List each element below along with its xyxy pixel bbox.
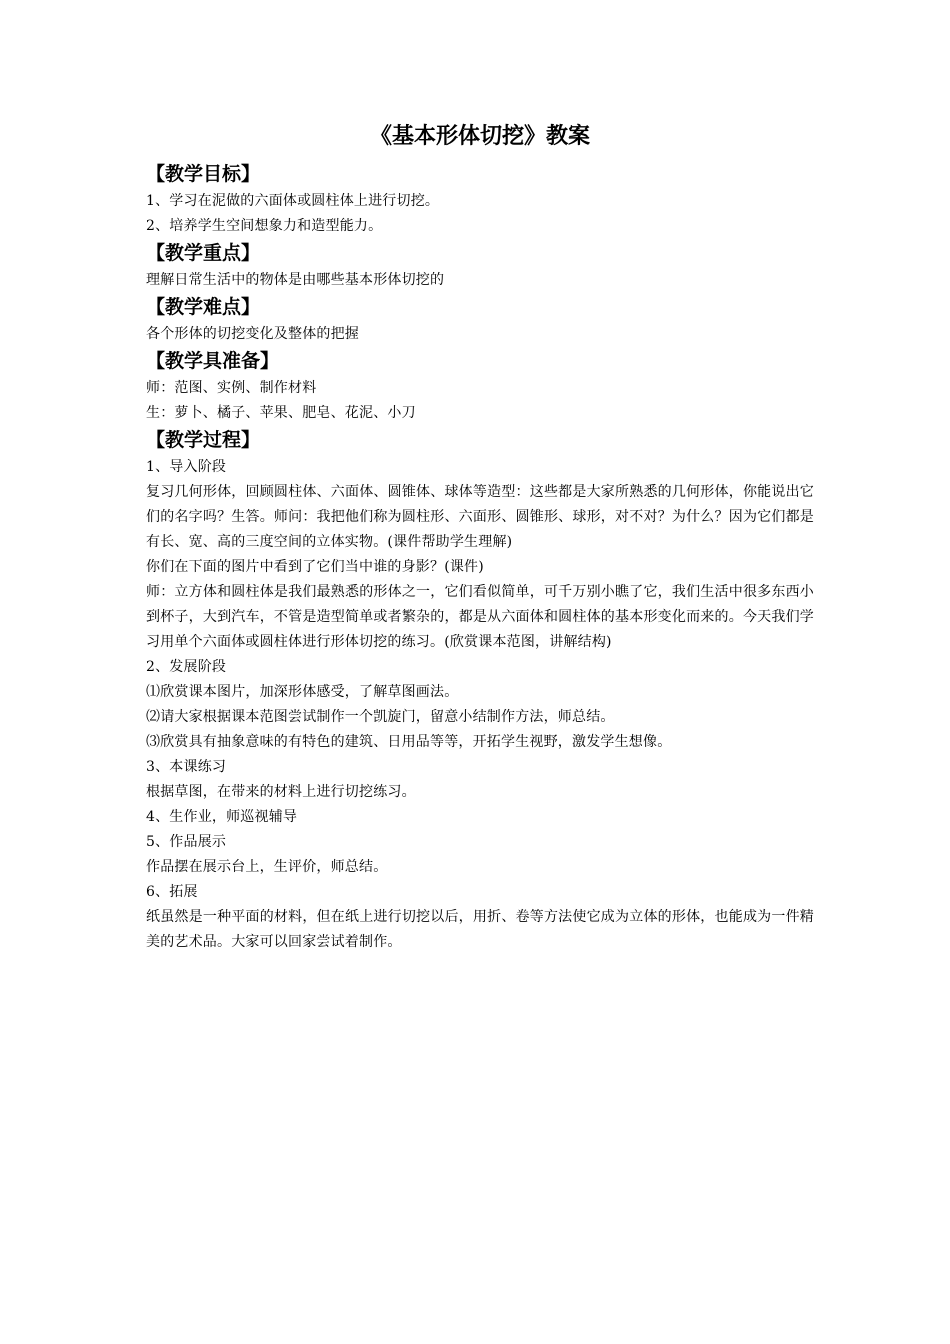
- step-title: 1、导入阶段: [146, 459, 227, 475]
- section-objectives: [146, 160, 814, 239]
- section-preparation: [146, 347, 814, 426]
- section-heading-process: 【教学过程】: [146, 429, 261, 451]
- document-title: 《基本形体切挖》教案: [369, 124, 590, 149]
- student-materials: 生：萝卜、橘子、苹果、肥皂、花泥、小刀: [146, 405, 416, 421]
- step-list-item: ⑶欣赏具有抽象意味的有特色的建筑、日用品等等，开拓学生视野，激发学生想像。: [146, 734, 672, 750]
- teacher-materials: 师：范图、实例、制作材料: [146, 380, 317, 396]
- section-difficulties: [146, 293, 814, 347]
- key-point-text: 理解日常生活中的物体是由哪些基本形体切挖的: [146, 272, 445, 288]
- section-heading-difficulties: 【教学难点】: [146, 296, 261, 318]
- step-title: 5、作品展示: [146, 834, 227, 850]
- step-paragraph: 师：立方体和圆柱体是我们最熟悉的形体之一，它们看似简单，可千万别小瞧了它，我们生活中很多东西小到杯子，大到汽车，不管是造型简单或者繁杂的，都是从六面体和圆柱体的基本形变化而来的。今天我们学习用单个六面体或圆柱体进行形体切挖的练习。(欣赏课本范图，讲解结构): [146, 584, 814, 650]
- step-paragraph: 根据草图，在带来的材料上进行切挖练习。: [146, 784, 416, 800]
- step-list-item: ⑴欣赏课本图片，加深形体感受，了解草图画法。: [146, 684, 459, 700]
- step-paragraph: 复习几何形体，回顾圆柱体、六面体、圆锥体、球体等造型：这些都是大家所熟悉的几何形体，你能说出它们的名字吗？生答。师问：我把他们称为圆柱形、六面形、圆锥形、球形，对不对？为什么？因为它们都是有长、宽、高的三度空间的立体实物。(课件帮助学生理解): [146, 484, 814, 550]
- step-list-item: ⑵请大家根据课本范图尝试制作一个凯旋门，留意小结制作方法，师总结。: [146, 709, 615, 725]
- step-paragraph: 纸虽然是一种平面的材料，但在纸上进行切挖以后，用折、卷等方法使它成为立体的形体，也能成为一件精美的艺术品。大家可以回家尝试着制作。: [146, 909, 814, 950]
- step-title: 3、本课练习: [146, 759, 227, 775]
- step-title: 4、生作业，师巡视辅导: [146, 809, 298, 825]
- objective-item: 1、学习在泥做的六面体或圆柱体上进行切挖。: [146, 193, 440, 209]
- section-heading-preparation: 【教学具准备】: [146, 350, 280, 372]
- objective-item: 2、培养学生空间想象力和造型能力。: [146, 218, 383, 234]
- section-heading-objectives: 【教学目标】: [146, 163, 261, 185]
- section-process: [146, 426, 814, 955]
- step-paragraph: 作品摆在展示台上，生评价，师总结。: [146, 859, 388, 875]
- step-paragraph: 你们在下面的图片中看到了它们当中谁的身影？(课件): [146, 559, 484, 575]
- step-title: 2、发展阶段: [146, 659, 227, 675]
- section-key-points: [146, 239, 814, 293]
- difficulty-text: 各个形体的切挖变化及整体的把握: [146, 326, 359, 342]
- step-title: 6、拓展: [146, 884, 198, 900]
- document-content: [146, 122, 814, 955]
- section-heading-key-points: 【教学重点】: [146, 242, 261, 264]
